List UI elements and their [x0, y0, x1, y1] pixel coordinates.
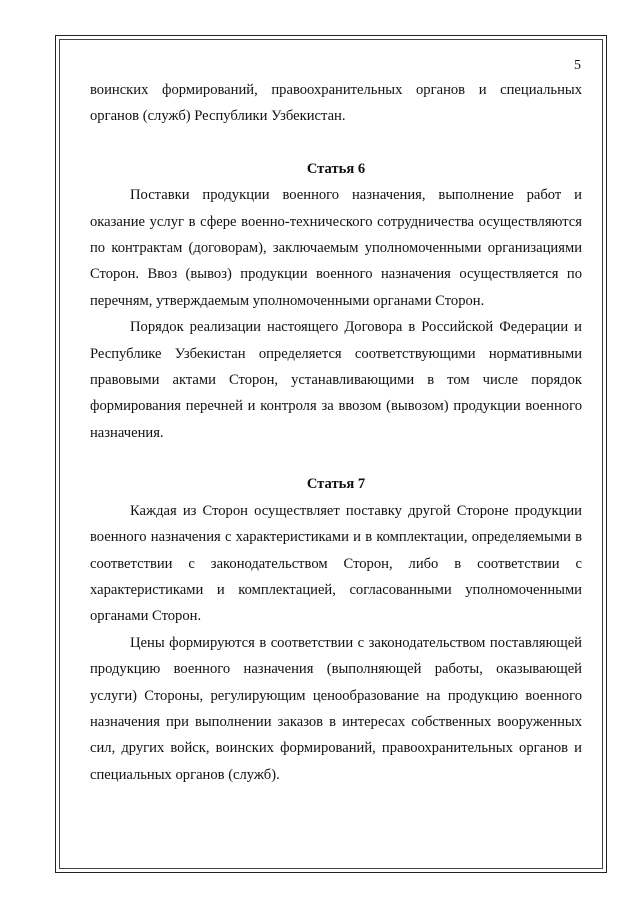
article-6-paragraph-1: Поставки продукции военного назначения, выполнение работ и оказание услуг в сфере военно-технического сотрудничества осуществляются по контрактам (договорам), заключаемым уполномоченными организациями Сторон. Ввоз (вывоз) продукции военного назначения осуществляется по перечням, утверждаемым уполномоченными органами Сторон.: [90, 187, 582, 309]
article-7-paragraph-2: Цены формируются в соответствии с законодательством поставляющей продукцию военного назначения (выполняющей работы, оказывающей услуги) Стороны, регулирующим ценообразование на продукцию военного назначения при выполнении заказов в интересах собственных вооруженных сил, других войск, воинских формирований, правоохранительных органов и специальных органов (служб).: [90, 634, 582, 783]
paragraph-continuation: воинских формирований, правоохранительных органов и специальных органов (служб) Республики Узбекистан.: [90, 82, 582, 125]
article-7-heading: Статья 7: [306, 476, 366, 493]
page-number: 5: [574, 58, 581, 73]
article-6-heading: Статья 6: [306, 160, 366, 177]
article-6-paragraph-2: Порядок реализации настоящего Договора в Российской Федерации и Республике Узбекистан определяется соответствующими нормативными правовыми актами Сторон, устанавливающими в том числе порядок формирования перечней и контроля за ввозом (вывозом) продукции военного назначения.: [90, 319, 582, 441]
article-7-paragraph-1: Каждая из Сторон осуществляет поставку другой Стороне продукции военного назначения с характеристиками и в комплектации, определяемыми в соответствии с законодательством Сторон, либо в соответствии с характеристиками и комплектацией, согласованными уполномоченными органами Сторон.: [90, 502, 582, 625]
document-body: [90, 77, 582, 788]
